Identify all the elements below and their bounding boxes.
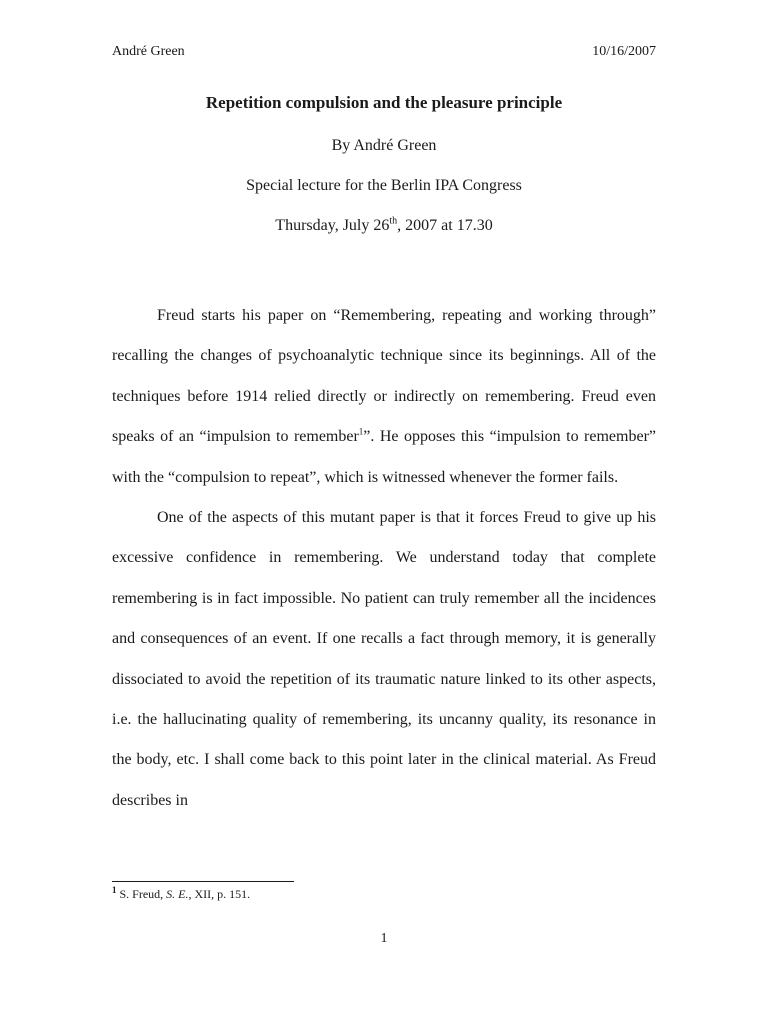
- footnote-work: S. E.: [166, 887, 189, 901]
- footnote-reference[interactable]: 1: [358, 426, 364, 437]
- paragraph-1: [112, 296, 656, 498]
- footnote-author: S. Freud,: [119, 887, 167, 901]
- footnote-number: 1: [112, 885, 117, 895]
- footnote-citation: , XII, p. 151.: [188, 887, 251, 901]
- running-header-author: André Green: [112, 44, 185, 59]
- paragraph-1-part-2: ”. He opposes this “impulsion to remember” with the “compulsion to repeat”, which is witnessed whenever the former fails.: [112, 428, 656, 486]
- footnote: [112, 887, 250, 902]
- event-date-before: Thursday, July 26: [275, 217, 390, 234]
- running-header-date: 10/16/2007: [592, 44, 656, 59]
- byline: By André Green: [331, 137, 437, 154]
- page-number: 1: [380, 931, 388, 946]
- paragraph-1-part-1: Freud starts his paper on “Remembering, repeating and working through” recalling the changes of psychoanalytic technique since its beginnings. All of the techniques before 1914 relied directly or indirectly on remembering. Freud even speaks of an “impulsion to remember: [112, 307, 656, 446]
- event-date-after: , 2007 at 17.30: [397, 217, 493, 234]
- footnote-separator: [112, 881, 294, 882]
- paragraph-2: One of the aspects of this mutant paper is that it forces Freud to give up his excessive confidence in remembering. We understand today that complete remembering is in fact impossible. No patient can truly remember all the incidences and consequences of an event. If one recalls a fact through memory, it is generally dissociated to avoid the repetition of its traumatic nature linked to its other aspects, i.e. the hallucinating quality of remembering, its uncanny quality, its resonance in the body, etc. I shall come back to this point later in the clinical material. As Freud describes in: [112, 509, 656, 809]
- event-date-suffix: th: [389, 215, 398, 227]
- paper-title: Repetition compulsion and the pleasure principle: [205, 93, 563, 112]
- lecture-note: Special lecture for the Berlin IPA Congress: [246, 177, 522, 194]
- event-date: [0, 217, 768, 235]
- body-text: [112, 296, 656, 821]
